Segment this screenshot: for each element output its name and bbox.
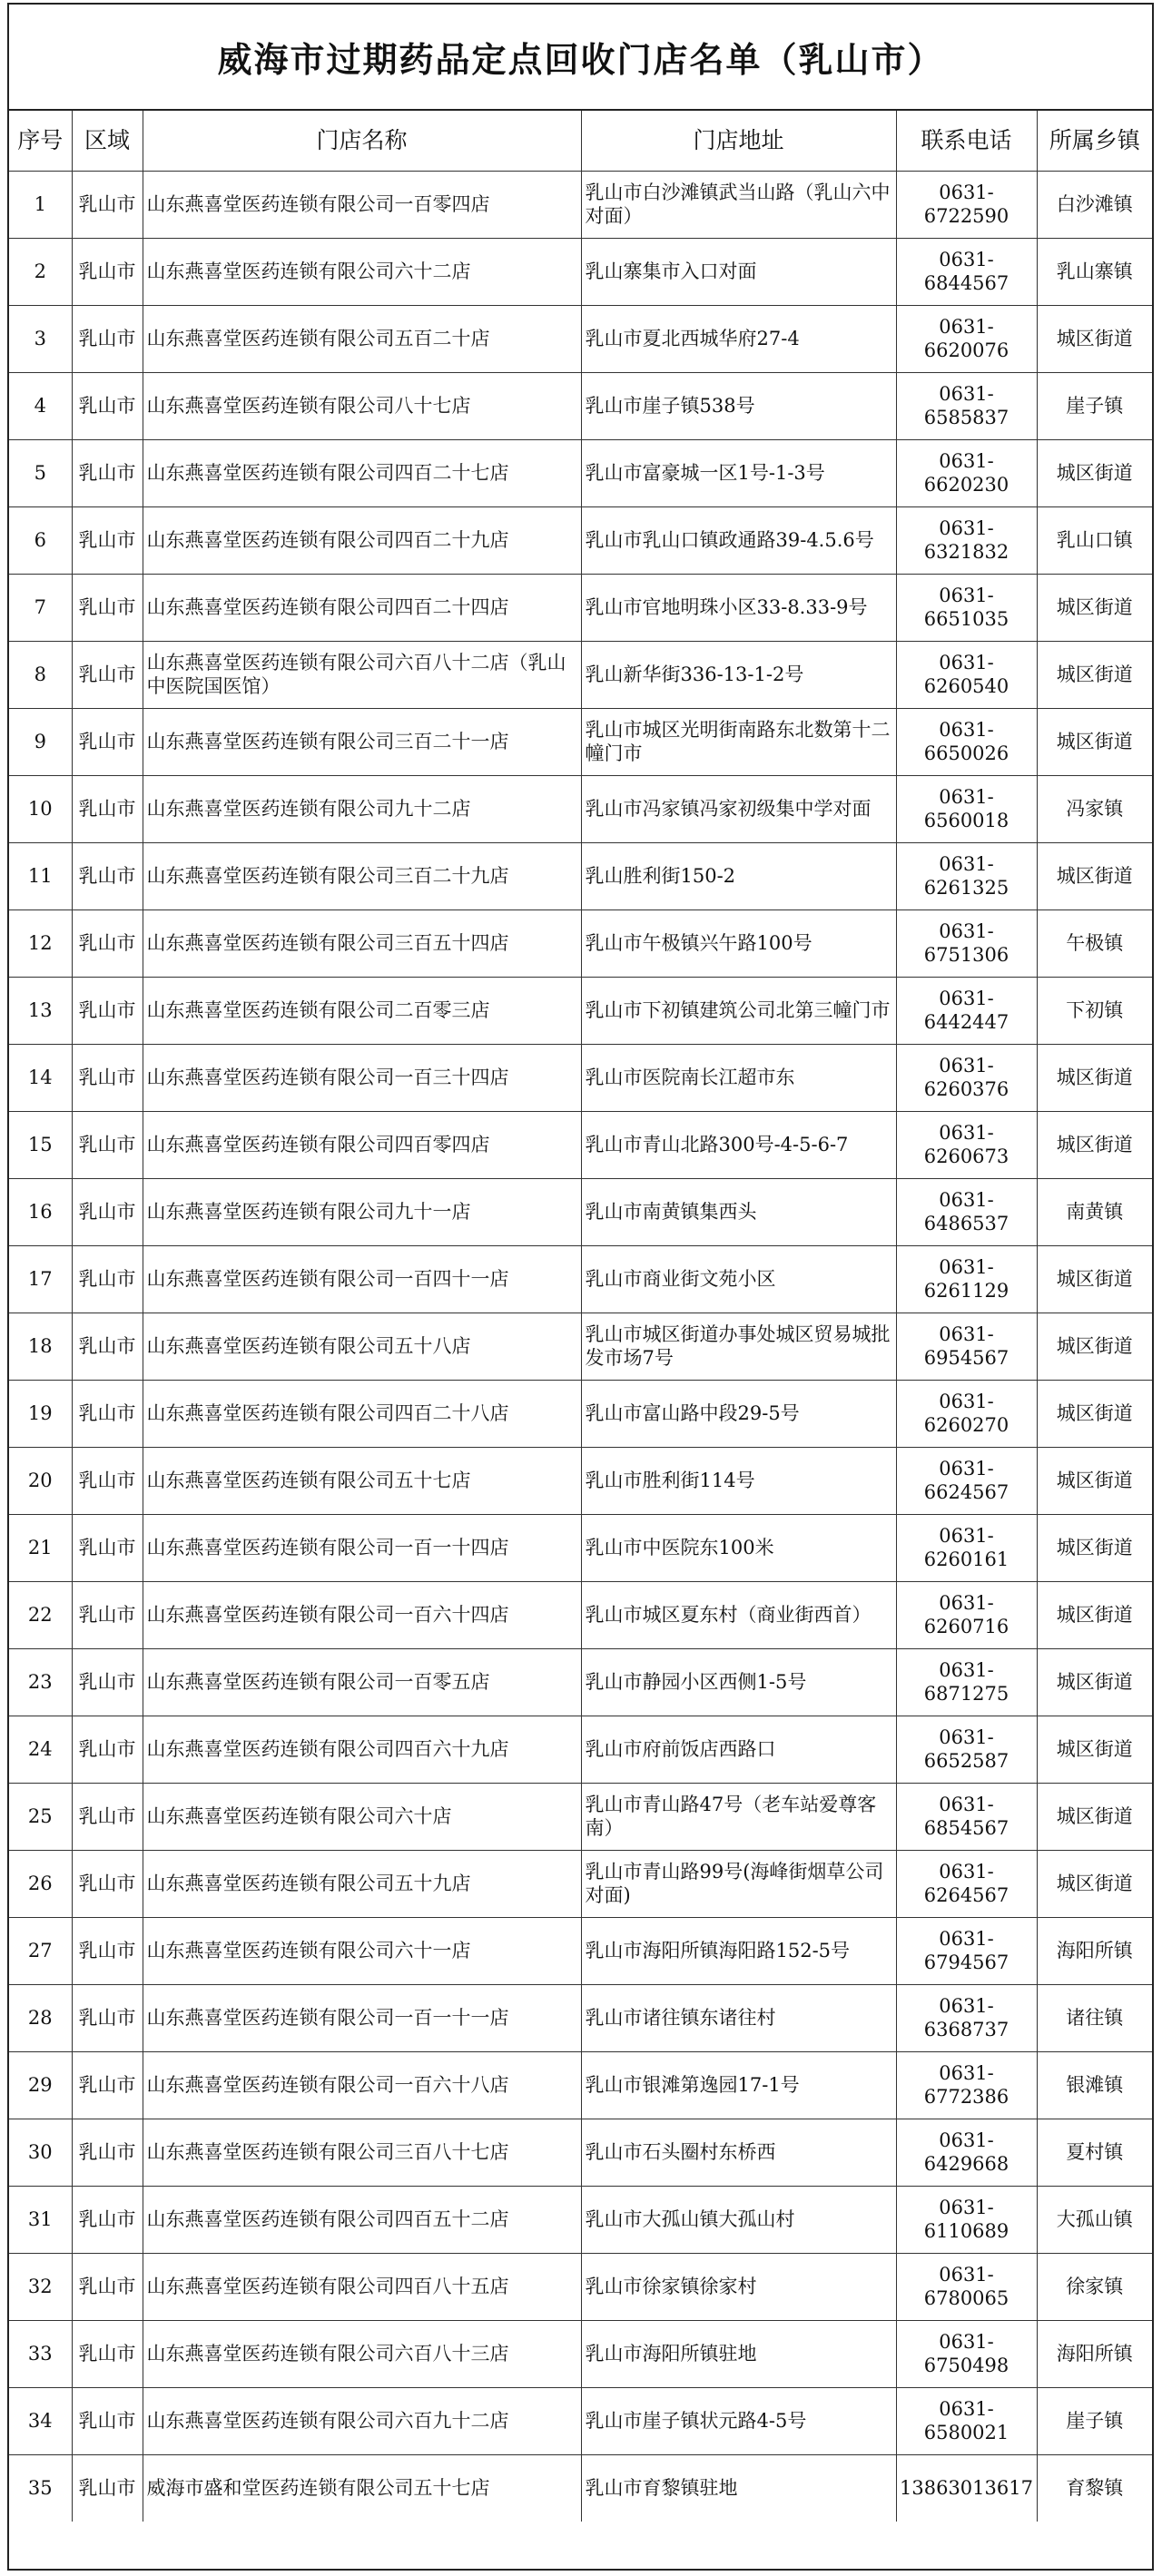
cell-store-address: 乳山市冯家镇冯家初级集中学对面 — [581, 775, 896, 842]
cell-phone: 0631-6620230 — [896, 439, 1037, 506]
cell-no: 25 — [9, 1783, 72, 1850]
cell-area: 乳山市 — [72, 1111, 143, 1178]
cell-store-address: 乳山市青山北路300号-4-5-6-7 — [581, 1111, 896, 1178]
cell-store-address: 乳山市富豪城一区1号-1-3号 — [581, 439, 896, 506]
cell-phone: 0631-6954567 — [896, 1313, 1037, 1380]
cell-no: 22 — [9, 1581, 72, 1648]
table-row — [9, 238, 1152, 305]
cell-no: 32 — [9, 2253, 72, 2320]
cell-no: 15 — [9, 1111, 72, 1178]
table-row — [9, 372, 1152, 439]
cell-store-address: 乳山市乳山口镇政通路39-4.5.6号 — [581, 506, 896, 574]
cell-phone: 0631-6794567 — [896, 1917, 1037, 1984]
cell-store-address: 乳山市海阳所镇海阳路152-5号 — [581, 1917, 896, 1984]
cell-area: 乳山市 — [72, 1178, 143, 1245]
table-row — [9, 1716, 1152, 1783]
cell-area: 乳山市 — [72, 506, 143, 574]
cell-no: 35 — [9, 2454, 72, 2522]
cell-area: 乳山市 — [72, 372, 143, 439]
table-row — [9, 1044, 1152, 1111]
cell-area: 乳山市 — [72, 1514, 143, 1581]
table-row — [9, 171, 1152, 238]
cell-store-address: 乳山市诸往镇东诸往村 — [581, 1984, 896, 2051]
cell-town: 崖子镇 — [1037, 2387, 1152, 2454]
table-row — [9, 1917, 1152, 1984]
cell-town: 徐家镇 — [1037, 2253, 1152, 2320]
document-title: 威海市过期药品定点回收门店名单（乳山市） — [217, 40, 944, 80]
cell-area: 乳山市 — [72, 574, 143, 641]
cell-store-address: 乳山市青山路99号(海峰街烟草公司对面) — [581, 1850, 896, 1917]
table-row — [9, 2320, 1152, 2387]
cell-area: 乳山市 — [72, 1850, 143, 1917]
cell-store-address: 乳山市徐家镇徐家村 — [581, 2253, 896, 2320]
cell-phone: 0631-6442447 — [896, 977, 1037, 1044]
cell-store-address: 乳山市海阳所镇驻地 — [581, 2320, 896, 2387]
cell-store-name: 山东燕喜堂医药连锁有限公司一百四十一店 — [143, 1245, 581, 1313]
table-row — [9, 1648, 1152, 1716]
table-row — [9, 1245, 1152, 1313]
cell-store-address: 乳山新华街336-13-1-2号 — [581, 641, 896, 708]
cell-phone: 0631-6260376 — [896, 1044, 1037, 1111]
cell-phone: 0631-6260161 — [896, 1514, 1037, 1581]
cell-phone: 0631-6260673 — [896, 1111, 1037, 1178]
cell-no: 34 — [9, 2387, 72, 2454]
cell-no: 4 — [9, 372, 72, 439]
store-list-document — [7, 3, 1154, 2571]
cell-area: 乳山市 — [72, 171, 143, 238]
table-row — [9, 1850, 1152, 1917]
cell-store-name: 山东燕喜堂医药连锁有限公司二百零三店 — [143, 977, 581, 1044]
cell-phone: 0631-6650026 — [896, 708, 1037, 775]
table-row — [9, 1178, 1152, 1245]
cell-town: 大孤山镇 — [1037, 2186, 1152, 2253]
cell-store-name: 山东燕喜堂医药连锁有限公司一百一十四店 — [143, 1514, 581, 1581]
cell-store-name: 山东燕喜堂医药连锁有限公司六十店 — [143, 1783, 581, 1850]
cell-no: 7 — [9, 574, 72, 641]
cell-area: 乳山市 — [72, 2454, 143, 2522]
cell-town: 海阳所镇 — [1037, 1917, 1152, 1984]
table-row — [9, 2387, 1152, 2454]
cell-store-address: 乳山胜利街150-2 — [581, 842, 896, 909]
cell-phone: 0631-6261129 — [896, 1245, 1037, 1313]
cell-store-address: 乳山寨集市入口对面 — [581, 238, 896, 305]
cell-town: 城区街道 — [1037, 305, 1152, 372]
cell-no: 5 — [9, 439, 72, 506]
cell-area: 乳山市 — [72, 842, 143, 909]
cell-town: 城区街道 — [1037, 1850, 1152, 1917]
cell-store-name: 山东燕喜堂医药连锁有限公司一百三十四店 — [143, 1044, 581, 1111]
cell-area: 乳山市 — [72, 977, 143, 1044]
cell-store-address: 乳山市青山路47号（老车站爱尊客南） — [581, 1783, 896, 1850]
cell-no: 16 — [9, 1178, 72, 1245]
cell-no: 14 — [9, 1044, 72, 1111]
cell-store-name: 山东燕喜堂医药连锁有限公司四百五十二店 — [143, 2186, 581, 2253]
cell-no: 20 — [9, 1447, 72, 1514]
cell-store-name: 山东燕喜堂医药连锁有限公司一百一十一店 — [143, 1984, 581, 2051]
table-row — [9, 305, 1152, 372]
table-row — [9, 708, 1152, 775]
cell-town: 城区街道 — [1037, 1716, 1152, 1783]
cell-store-name: 山东燕喜堂医药连锁有限公司四百零四店 — [143, 1111, 581, 1178]
cell-town: 白沙滩镇 — [1037, 171, 1152, 238]
header-town: 所属乡镇 — [1037, 111, 1152, 171]
cell-town: 城区街道 — [1037, 1313, 1152, 1380]
cell-store-name: 山东燕喜堂医药连锁有限公司一百六十四店 — [143, 1581, 581, 1648]
header-no: 序号 — [9, 111, 72, 171]
cell-area: 乳山市 — [72, 1984, 143, 2051]
cell-store-name: 山东燕喜堂医药连锁有限公司三百二十九店 — [143, 842, 581, 909]
table-row — [9, 2454, 1152, 2522]
table-row — [9, 2051, 1152, 2119]
cell-area: 乳山市 — [72, 909, 143, 977]
cell-store-name: 山东燕喜堂医药连锁有限公司五十九店 — [143, 1850, 581, 1917]
cell-phone: 0631-6261325 — [896, 842, 1037, 909]
store-table — [9, 111, 1152, 2522]
cell-phone: 0631-6264567 — [896, 1850, 1037, 1917]
table-row — [9, 977, 1152, 1044]
cell-phone: 0631-6110689 — [896, 2186, 1037, 2253]
cell-no: 13 — [9, 977, 72, 1044]
cell-phone: 0631-6560018 — [896, 775, 1037, 842]
table-row — [9, 439, 1152, 506]
cell-store-name: 山东燕喜堂医药连锁有限公司四百六十九店 — [143, 1716, 581, 1783]
cell-no: 12 — [9, 909, 72, 977]
cell-store-name: 山东燕喜堂医药连锁有限公司六百九十二店 — [143, 2387, 581, 2454]
cell-area: 乳山市 — [72, 2186, 143, 2253]
cell-store-name: 山东燕喜堂医药连锁有限公司四百八十五店 — [143, 2253, 581, 2320]
cell-no: 24 — [9, 1716, 72, 1783]
cell-store-name: 山东燕喜堂医药连锁有限公司六十一店 — [143, 1917, 581, 1984]
cell-town: 银滩镇 — [1037, 2051, 1152, 2119]
cell-no: 23 — [9, 1648, 72, 1716]
cell-no: 11 — [9, 842, 72, 909]
cell-phone: 0631-6321832 — [896, 506, 1037, 574]
cell-store-name: 山东燕喜堂医药连锁有限公司六十二店 — [143, 238, 581, 305]
table-row — [9, 2186, 1152, 2253]
cell-no: 19 — [9, 1380, 72, 1447]
table-row — [9, 506, 1152, 574]
table-row — [9, 2119, 1152, 2186]
cell-phone: 13863013617 — [896, 2454, 1037, 2522]
cell-store-name: 山东燕喜堂医药连锁有限公司三百八十七店 — [143, 2119, 581, 2186]
table-header-row — [9, 111, 1152, 171]
cell-store-address: 乳山市夏北西城华府27-4 — [581, 305, 896, 372]
cell-area: 乳山市 — [72, 1044, 143, 1111]
table-row — [9, 775, 1152, 842]
cell-phone: 0631-6620076 — [896, 305, 1037, 372]
cell-town: 城区街道 — [1037, 1245, 1152, 1313]
cell-store-name: 山东燕喜堂医药连锁有限公司六百八十二店（乳山中医院国医馆） — [143, 641, 581, 708]
cell-town: 城区街道 — [1037, 1783, 1152, 1850]
table-row — [9, 1514, 1152, 1581]
cell-phone: 0631-6750498 — [896, 2320, 1037, 2387]
cell-store-address: 乳山市南黄镇集西头 — [581, 1178, 896, 1245]
cell-area: 乳山市 — [72, 1581, 143, 1648]
table-row — [9, 574, 1152, 641]
cell-store-name: 山东燕喜堂医药连锁有限公司一百六十八店 — [143, 2051, 581, 2119]
cell-phone: 0631-6260716 — [896, 1581, 1037, 1648]
cell-store-name: 山东燕喜堂医药连锁有限公司一百零五店 — [143, 1648, 581, 1716]
cell-town: 城区街道 — [1037, 439, 1152, 506]
cell-area: 乳山市 — [72, 1917, 143, 1984]
cell-no: 8 — [9, 641, 72, 708]
cell-no: 18 — [9, 1313, 72, 1380]
cell-store-address: 乳山市崖子镇状元路4-5号 — [581, 2387, 896, 2454]
table-row — [9, 1313, 1152, 1380]
cell-town: 城区街道 — [1037, 1514, 1152, 1581]
cell-area: 乳山市 — [72, 2051, 143, 2119]
cell-store-address: 乳山市白沙滩镇武当山路（乳山六中对面） — [581, 171, 896, 238]
cell-phone: 0631-6751306 — [896, 909, 1037, 977]
cell-phone: 0631-6580021 — [896, 2387, 1037, 2454]
table-row — [9, 2253, 1152, 2320]
cell-no: 28 — [9, 1984, 72, 2051]
table-body — [9, 171, 1152, 2522]
cell-area: 乳山市 — [72, 1716, 143, 1783]
cell-area: 乳山市 — [72, 2387, 143, 2454]
cell-store-name: 山东燕喜堂医药连锁有限公司五百二十店 — [143, 305, 581, 372]
cell-area: 乳山市 — [72, 708, 143, 775]
cell-phone: 0631-6772386 — [896, 2051, 1037, 2119]
cell-area: 乳山市 — [72, 1648, 143, 1716]
cell-store-address: 乳山市商业街文苑小区 — [581, 1245, 896, 1313]
header-area: 区域 — [72, 111, 143, 171]
cell-no: 27 — [9, 1917, 72, 1984]
header-store-address: 门店地址 — [581, 111, 896, 171]
cell-area: 乳山市 — [72, 1245, 143, 1313]
cell-town: 夏村镇 — [1037, 2119, 1152, 2186]
cell-store-name: 威海市盛和堂医药连锁有限公司五十七店 — [143, 2454, 581, 2522]
cell-town: 城区街道 — [1037, 1111, 1152, 1178]
cell-phone: 0631-6624567 — [896, 1447, 1037, 1514]
cell-store-name: 山东燕喜堂医药连锁有限公司四百二十四店 — [143, 574, 581, 641]
cell-phone: 0631-6854567 — [896, 1783, 1037, 1850]
cell-store-name: 山东燕喜堂医药连锁有限公司九十二店 — [143, 775, 581, 842]
table-row — [9, 1111, 1152, 1178]
cell-area: 乳山市 — [72, 238, 143, 305]
cell-town: 下初镇 — [1037, 977, 1152, 1044]
cell-store-address: 乳山市大孤山镇大孤山村 — [581, 2186, 896, 2253]
cell-store-address: 乳山市静园小区西侧1-5号 — [581, 1648, 896, 1716]
cell-area: 乳山市 — [72, 2253, 143, 2320]
cell-town: 城区街道 — [1037, 1044, 1152, 1111]
cell-area: 乳山市 — [72, 305, 143, 372]
cell-store-name: 山东燕喜堂医药连锁有限公司三百二十一店 — [143, 708, 581, 775]
cell-no: 2 — [9, 238, 72, 305]
cell-phone: 0631-6722590 — [896, 171, 1037, 238]
cell-no: 21 — [9, 1514, 72, 1581]
cell-town: 城区街道 — [1037, 1581, 1152, 1648]
cell-phone: 0631-6368737 — [896, 1984, 1037, 2051]
cell-store-name: 山东燕喜堂医药连锁有限公司八十七店 — [143, 372, 581, 439]
cell-store-address: 乳山市石头圈村东桥西 — [581, 2119, 896, 2186]
cell-no: 26 — [9, 1850, 72, 1917]
cell-no: 3 — [9, 305, 72, 372]
table-row — [9, 1783, 1152, 1850]
cell-no: 1 — [9, 171, 72, 238]
cell-area: 乳山市 — [72, 641, 143, 708]
cell-store-address: 乳山市崖子镇538号 — [581, 372, 896, 439]
cell-phone: 0631-6585837 — [896, 372, 1037, 439]
cell-store-address: 乳山市午极镇兴午路100号 — [581, 909, 896, 977]
cell-town: 城区街道 — [1037, 1380, 1152, 1447]
cell-no: 29 — [9, 2051, 72, 2119]
cell-store-address: 乳山市城区夏东村（商业街西首） — [581, 1581, 896, 1648]
cell-store-name: 山东燕喜堂医药连锁有限公司六百八十三店 — [143, 2320, 581, 2387]
cell-phone: 0631-6486537 — [896, 1178, 1037, 1245]
cell-store-name: 山东燕喜堂医药连锁有限公司三百五十四店 — [143, 909, 581, 977]
cell-no: 33 — [9, 2320, 72, 2387]
cell-area: 乳山市 — [72, 1447, 143, 1514]
cell-store-address: 乳山市府前饭店西路口 — [581, 1716, 896, 1783]
cell-town: 乳山口镇 — [1037, 506, 1152, 574]
cell-store-address: 乳山市医院南长江超市东 — [581, 1044, 896, 1111]
cell-town: 南黄镇 — [1037, 1178, 1152, 1245]
cell-town: 育黎镇 — [1037, 2454, 1152, 2522]
table-row — [9, 909, 1152, 977]
cell-no: 17 — [9, 1245, 72, 1313]
cell-phone: 0631-6844567 — [896, 238, 1037, 305]
table-row — [9, 842, 1152, 909]
cell-phone: 0631-6871275 — [896, 1648, 1037, 1716]
cell-no: 10 — [9, 775, 72, 842]
cell-town: 午极镇 — [1037, 909, 1152, 977]
cell-no: 30 — [9, 2119, 72, 2186]
cell-store-address: 乳山市下初镇建筑公司北第三幢门市 — [581, 977, 896, 1044]
cell-town: 崖子镇 — [1037, 372, 1152, 439]
cell-town: 城区街道 — [1037, 708, 1152, 775]
table-row — [9, 1984, 1152, 2051]
cell-town: 诸往镇 — [1037, 1984, 1152, 2051]
cell-town: 城区街道 — [1037, 574, 1152, 641]
title-row — [9, 5, 1152, 111]
cell-area: 乳山市 — [72, 775, 143, 842]
header-phone: 联系电话 — [896, 111, 1037, 171]
table-row — [9, 1581, 1152, 1648]
cell-area: 乳山市 — [72, 1380, 143, 1447]
cell-phone: 0631-6260540 — [896, 641, 1037, 708]
cell-store-name: 山东燕喜堂医药连锁有限公司四百二十七店 — [143, 439, 581, 506]
cell-town: 城区街道 — [1037, 1648, 1152, 1716]
cell-store-address: 乳山市官地明珠小区33-8.33-9号 — [581, 574, 896, 641]
cell-phone: 0631-6260270 — [896, 1380, 1037, 1447]
cell-store-name: 山东燕喜堂医药连锁有限公司四百二十九店 — [143, 506, 581, 574]
cell-phone: 0631-6429668 — [896, 2119, 1037, 2186]
cell-store-address: 乳山市育黎镇驻地 — [581, 2454, 896, 2522]
cell-phone: 0631-6652587 — [896, 1716, 1037, 1783]
cell-area: 乳山市 — [72, 2320, 143, 2387]
cell-store-name: 山东燕喜堂医药连锁有限公司五十七店 — [143, 1447, 581, 1514]
cell-area: 乳山市 — [72, 2119, 143, 2186]
cell-area: 乳山市 — [72, 439, 143, 506]
table-row — [9, 1380, 1152, 1447]
cell-store-name: 山东燕喜堂医药连锁有限公司四百二十八店 — [143, 1380, 581, 1447]
cell-store-name: 山东燕喜堂医药连锁有限公司一百零四店 — [143, 171, 581, 238]
cell-store-address: 乳山市城区光明街南路东北数第十二幢门市 — [581, 708, 896, 775]
cell-store-name: 山东燕喜堂医药连锁有限公司五十八店 — [143, 1313, 581, 1380]
cell-store-name: 山东燕喜堂医药连锁有限公司九十一店 — [143, 1178, 581, 1245]
cell-no: 9 — [9, 708, 72, 775]
cell-store-address: 乳山市富山路中段29-5号 — [581, 1380, 896, 1447]
header-store-name: 门店名称 — [143, 111, 581, 171]
cell-no: 31 — [9, 2186, 72, 2253]
cell-phone: 0631-6780065 — [896, 2253, 1037, 2320]
cell-area: 乳山市 — [72, 1313, 143, 1380]
cell-store-address: 乳山市中医院东100米 — [581, 1514, 896, 1581]
cell-town: 城区街道 — [1037, 1447, 1152, 1514]
cell-town: 城区街道 — [1037, 641, 1152, 708]
cell-town: 冯家镇 — [1037, 775, 1152, 842]
cell-town: 乳山寨镇 — [1037, 238, 1152, 305]
cell-store-address: 乳山市银滩第逸园17-1号 — [581, 2051, 896, 2119]
table-row — [9, 641, 1152, 708]
cell-store-address: 乳山市胜利街114号 — [581, 1447, 896, 1514]
cell-no: 6 — [9, 506, 72, 574]
table-row — [9, 1447, 1152, 1514]
cell-store-address: 乳山市城区街道办事处城区贸易城批发市场7号 — [581, 1313, 896, 1380]
cell-town: 城区街道 — [1037, 842, 1152, 909]
cell-town: 海阳所镇 — [1037, 2320, 1152, 2387]
cell-area: 乳山市 — [72, 1783, 143, 1850]
cell-phone: 0631-6651035 — [896, 574, 1037, 641]
